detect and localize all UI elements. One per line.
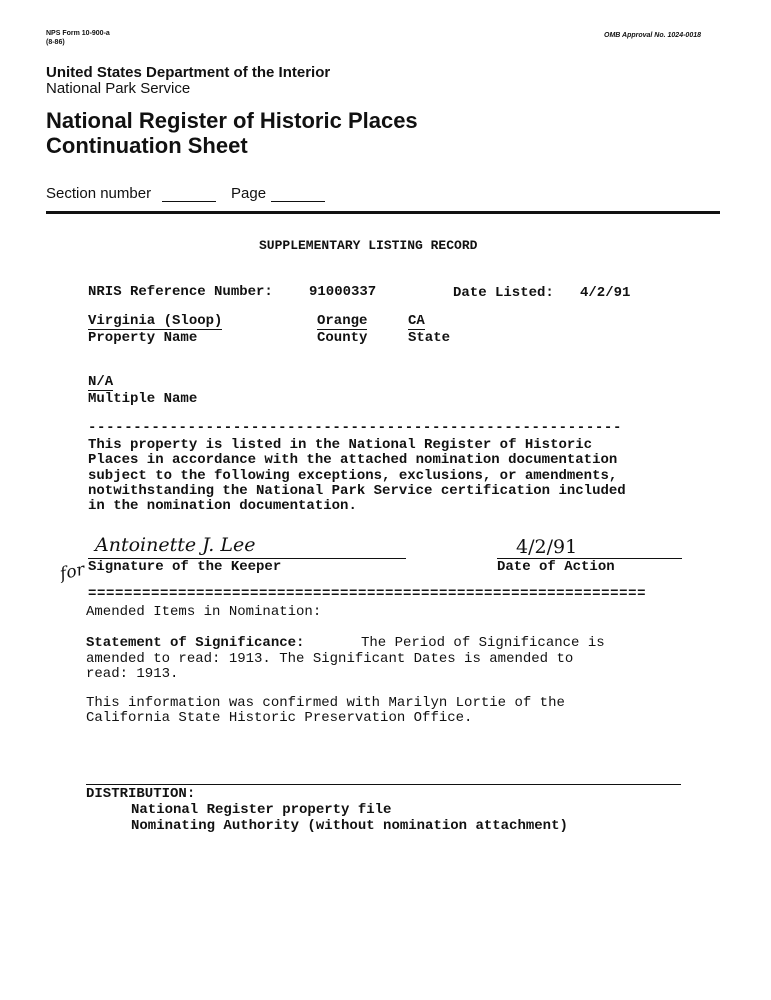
statement-line-5: in the nomination documentation. [88, 498, 357, 514]
date-of-action-label: Date of Action [497, 559, 615, 575]
page-subtitle: Continuation Sheet [46, 133, 248, 158]
record-heading: SUPPLEMENTARY LISTING RECORD [259, 238, 478, 253]
nris-label: NRIS Reference Number: [88, 284, 273, 300]
property-name-label: Property Name [88, 330, 198, 346]
property-name-value: Virginia (Sloop) [88, 313, 223, 329]
distribution-rule [86, 784, 681, 785]
county-label: County [317, 330, 368, 346]
state-label: State [408, 330, 451, 346]
confirmation-text-2: California State Historic Preservation Office. [86, 710, 473, 726]
header-rule [46, 211, 720, 214]
form-number: NPS Form 10-900-a [46, 30, 110, 37]
date-listed-label: Date Listed: [453, 285, 554, 301]
confirmation-text-1: This information was confirmed with Marilyn Lortie of the [86, 695, 565, 711]
signature-label: Signature of the Keeper [88, 559, 282, 575]
action-date-handwritten: 4/2/91 [516, 536, 578, 558]
statement-line-1: This property is listed in the National Register of Historic [88, 437, 593, 453]
distribution-item: Nominating Authority (without nomination attachment) [131, 818, 568, 834]
page-title: National Register of Historic Places [46, 108, 418, 133]
service-name: National Park Service [46, 80, 191, 97]
double-divider: ============================================================== [88, 586, 647, 602]
page-number-blank [271, 201, 325, 202]
department-name: United States Department of the Interior [46, 64, 331, 81]
dashed-divider: ----------------------------------------------------------- [88, 420, 623, 436]
distribution-heading: DISTRIBUTION: [86, 786, 196, 802]
statement-line-4: notwithstanding the National Park Service certification included [88, 483, 626, 499]
handwritten-for: for [58, 559, 87, 585]
nris-value: 91000337 [309, 284, 377, 300]
statement-line-3: subject to the following exceptions, exclusions, or amendments, [88, 468, 618, 484]
county-value: Orange [317, 313, 368, 329]
omb-approval: OMB Approval No. 1024-0018 [604, 32, 701, 39]
form-date: (8-86) [46, 39, 65, 46]
page-label: Page [231, 185, 267, 202]
section-number-label: Section number [46, 185, 152, 202]
statement-line-2: Places in accordance with the attached nomination documentation [88, 452, 618, 468]
distribution-item: National Register property file [131, 802, 392, 818]
multiple-name-value: N/A [88, 374, 114, 390]
state-value: CA [408, 313, 425, 329]
significance-text-3: read: 1913. [86, 666, 179, 682]
significance-text-1: The Period of Significance is [361, 635, 605, 651]
amended-heading: Amended Items in Nomination: [86, 604, 322, 620]
significance-text-2: amended to read: 1913. The Significant Dates is amended to [86, 651, 574, 667]
section-number-blank [162, 201, 216, 202]
significance-label: Statement of Significance: [86, 635, 305, 651]
date-listed-value: 4/2/91 [580, 285, 631, 301]
multiple-name-label: Multiple Name [88, 391, 198, 407]
keeper-signature: Antoinette J. Lee [95, 534, 256, 556]
